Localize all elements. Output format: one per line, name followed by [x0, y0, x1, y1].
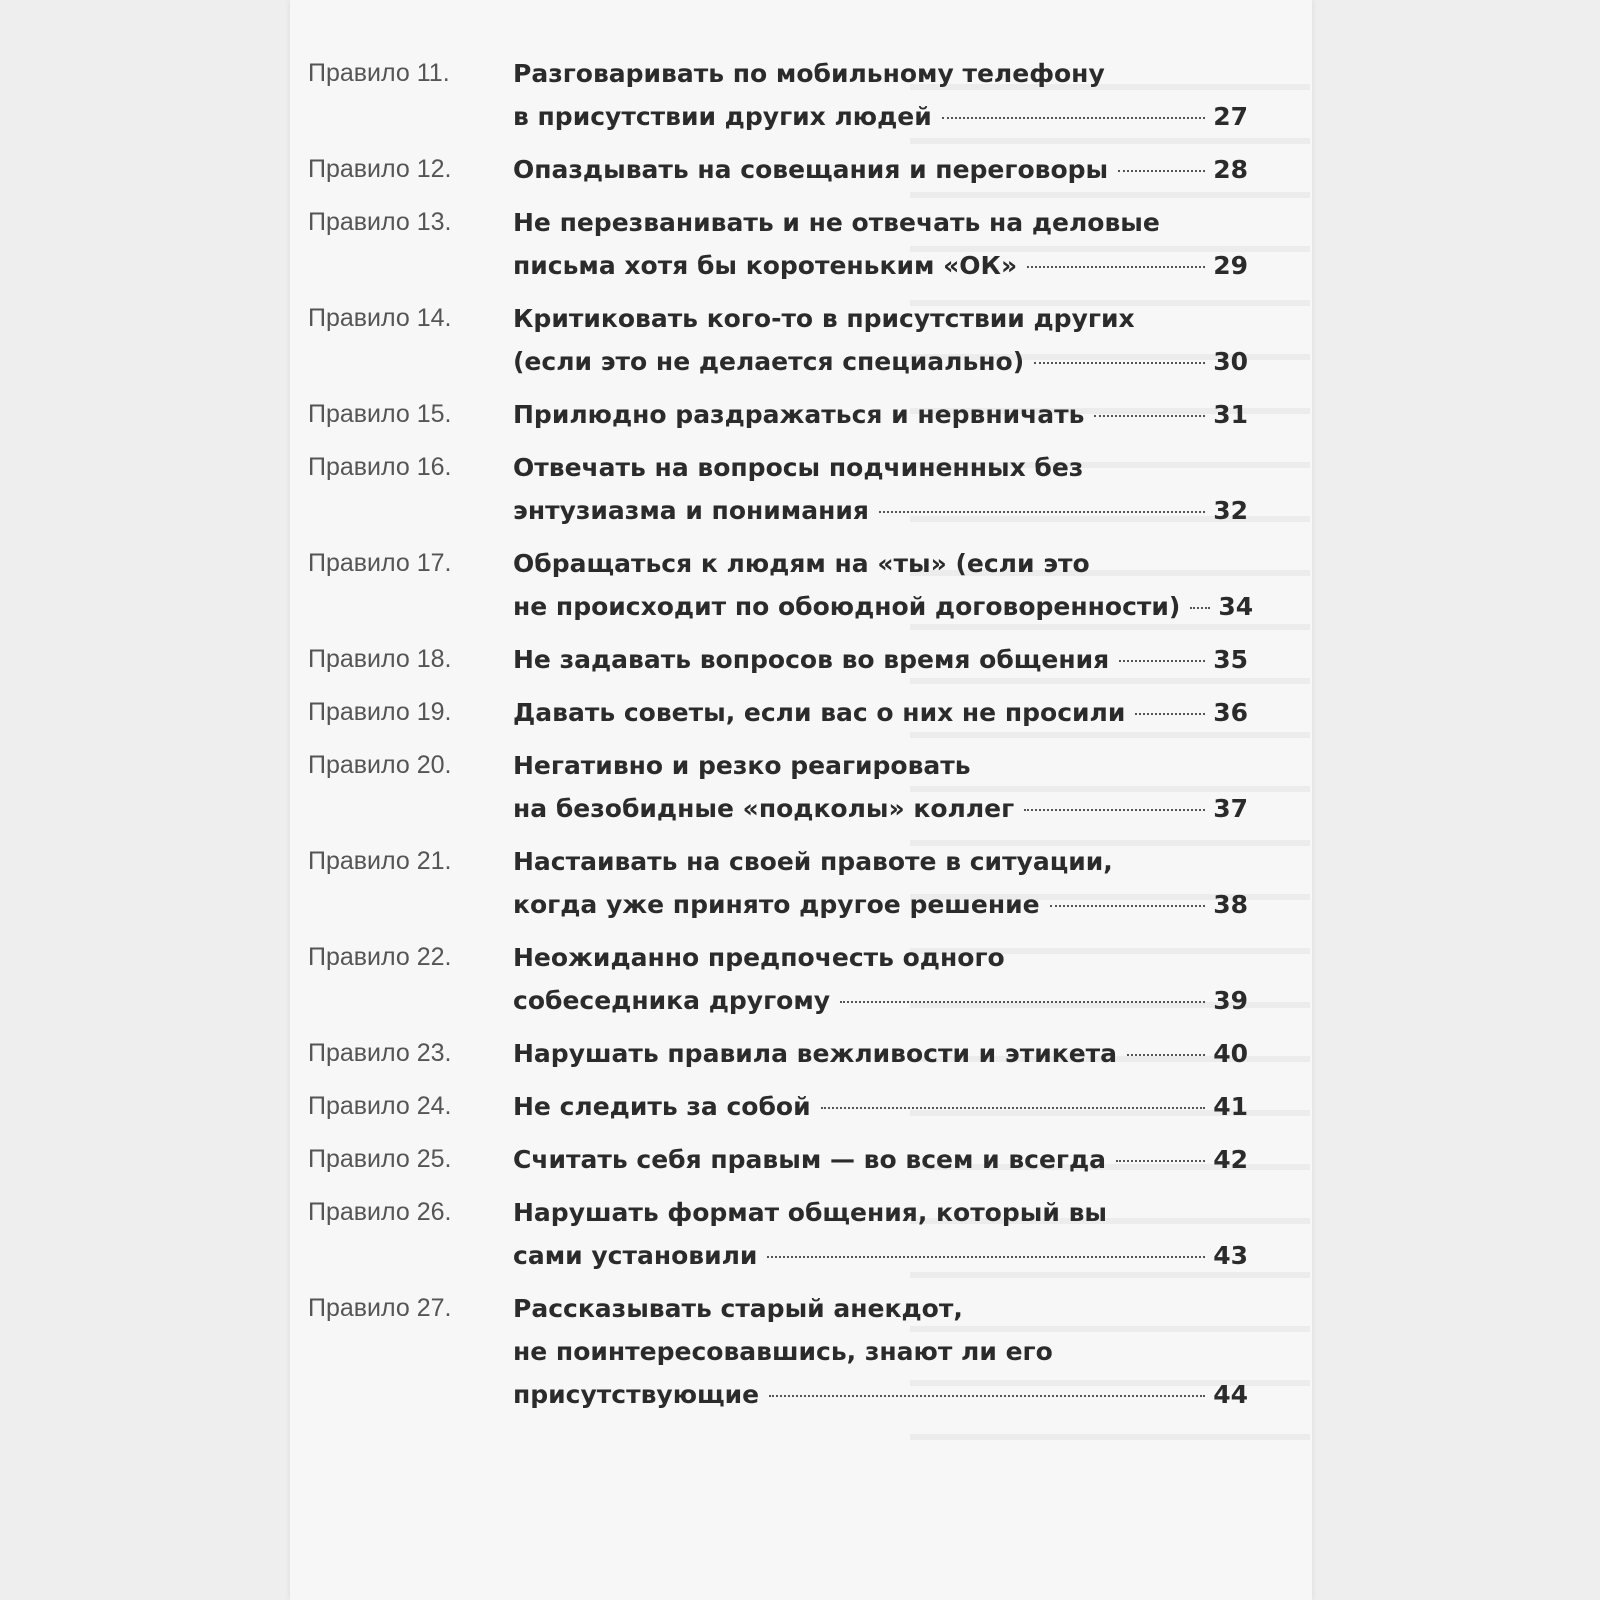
toc-entry [308, 52, 1248, 138]
entry-title [513, 148, 1248, 191]
entry-last-line [513, 585, 1253, 628]
entry-title [513, 936, 1248, 1022]
entry-title [513, 201, 1248, 287]
entry-title-line: в присутствии других людей [513, 102, 932, 131]
entry-title-line: Опаздывать на совещания и переговоры [513, 155, 1109, 184]
entry-title-line: письма хотя бы коротеньким «ОК» [513, 251, 1018, 280]
entry-title-line: Прилюдно раздражаться и нервничать [513, 400, 1085, 429]
entry-title [513, 1287, 1248, 1416]
toc-entry [308, 1138, 1248, 1181]
entry-title-line: когда уже принято другое решение [513, 890, 1040, 919]
entry-last-line [513, 787, 1248, 830]
entry-title-line: Нарушать правила вежливости и этикета [513, 1039, 1118, 1068]
entry-title-line: Настаивать на своей правоте в ситуации, [513, 847, 1113, 876]
toc-entry [308, 1287, 1248, 1416]
page-number: 40 [1213, 1039, 1248, 1068]
entry-title [513, 297, 1248, 383]
entry-title-line: Обращаться к людям на «ты» (если это [513, 549, 1090, 578]
entry-last-line [513, 1373, 1248, 1416]
rule-number: Правило 23. [308, 1039, 452, 1067]
entry-title-line: Отвечать на вопросы подчиненных без [513, 453, 1084, 482]
entry-title-line: Давать советы, если вас о них не просили [513, 698, 1126, 727]
toc-entry [308, 393, 1248, 436]
entry-title-line: сами установили [513, 1241, 758, 1270]
dot-leader [840, 1000, 1205, 1003]
dot-leader [1024, 808, 1205, 811]
entry-title-line: Не следить за собой [513, 1092, 811, 1121]
entry-title-line: собеседника другому [513, 986, 831, 1015]
toc-entry [308, 691, 1248, 734]
page-number: 31 [1213, 400, 1248, 429]
entry-last-line [513, 691, 1248, 734]
rule-number: Правило 18. [308, 645, 452, 673]
entry-title-line: энтузиазма и понимания [513, 496, 869, 525]
dot-leader [1127, 1053, 1205, 1056]
table-of-contents [308, 52, 1254, 1426]
page-number: 29 [1213, 251, 1248, 280]
page-number: 38 [1213, 890, 1248, 919]
rule-number: Правило 16. [308, 453, 452, 481]
entry-title-line: на безобидные «подколы» коллег [513, 794, 1015, 823]
toc-entry [308, 1191, 1248, 1277]
entry-title-line: Неожиданно предпочесть одного [513, 943, 1005, 972]
rule-number: Правило 19. [308, 698, 452, 726]
entry-title-line: Критиковать кого-то в присутствии других [513, 304, 1135, 333]
page-number: 35 [1213, 645, 1248, 674]
toc-entry [308, 542, 1254, 628]
dot-leader [1094, 414, 1205, 417]
dot-leader [767, 1255, 1205, 1258]
page-number: 27 [1213, 102, 1248, 131]
entry-last-line [513, 1085, 1248, 1128]
entry-last-line [513, 1234, 1248, 1277]
dot-leader [1027, 265, 1205, 268]
entry-title [513, 393, 1248, 436]
entry-title-line: Негативно и резко реагировать [513, 751, 971, 780]
page-number: 44 [1213, 1380, 1248, 1409]
entry-last-line [513, 393, 1248, 436]
page-number: 42 [1213, 1145, 1248, 1174]
rule-number: Правило 21. [308, 847, 452, 875]
entry-last-line [513, 148, 1248, 191]
entry-title-line: (если это не делается специально) [513, 347, 1025, 376]
toc-entry [308, 1085, 1248, 1128]
page-number: 41 [1213, 1092, 1248, 1121]
dot-leader [1135, 712, 1205, 715]
dot-leader [1116, 1159, 1205, 1162]
dot-leader [769, 1394, 1205, 1397]
entry-last-line [513, 979, 1248, 1022]
entry-title-line: Рассказывать старый анекдот, [513, 1294, 963, 1323]
rule-number: Правило 13. [308, 208, 452, 236]
entry-title [513, 1085, 1248, 1128]
entry-last-line [513, 1138, 1248, 1181]
entry-title [513, 744, 1248, 830]
entry-title-line: Не перезванивать и не отвечать на деловые [513, 208, 1160, 237]
entry-title [513, 1032, 1248, 1075]
dot-leader [1050, 904, 1206, 907]
entry-last-line [513, 340, 1248, 383]
entry-title-line: присутствующие [513, 1380, 760, 1409]
page-number: 43 [1213, 1241, 1248, 1270]
dot-leader [821, 1106, 1206, 1109]
entry-title [513, 1138, 1248, 1181]
page-number: 34 [1218, 592, 1254, 621]
entry-title [513, 840, 1248, 926]
toc-entry [308, 840, 1248, 926]
entry-title-line: Не задавать вопросов во время общения [513, 645, 1110, 674]
entry-last-line [513, 489, 1248, 532]
page-number: 39 [1213, 986, 1248, 1015]
entry-title [513, 638, 1248, 681]
rule-number: Правило 24. [308, 1092, 452, 1120]
entry-last-line [513, 1032, 1248, 1075]
entry-last-line [513, 638, 1248, 681]
book-page [290, 0, 1312, 1600]
rule-number: Правило 27. [308, 1294, 452, 1322]
entry-last-line [513, 883, 1248, 926]
dot-leader [1119, 659, 1205, 662]
entry-last-line [513, 95, 1248, 138]
page-number: 36 [1213, 698, 1248, 727]
toc-entry [308, 201, 1248, 287]
dot-leader [942, 116, 1205, 119]
rule-number: Правило 26. [308, 1198, 452, 1226]
dot-leader [879, 510, 1205, 513]
rule-number: Правило 22. [308, 943, 452, 971]
page-number: 28 [1213, 155, 1248, 184]
rule-number: Правило 15. [308, 400, 452, 428]
toc-entry [308, 744, 1248, 830]
rule-number: Правило 12. [308, 155, 452, 183]
page-number: 30 [1213, 347, 1248, 376]
entry-title [513, 542, 1253, 628]
entry-title-line: Считать себя правым — во всем и всегда [513, 1145, 1107, 1174]
toc-entry [308, 297, 1248, 383]
rule-number: Правило 25. [308, 1145, 452, 1173]
entry-title [513, 52, 1248, 138]
entry-title-line: Разговаривать по мобильному телефону [513, 59, 1105, 88]
toc-entry [308, 446, 1248, 532]
toc-entry [308, 1032, 1248, 1075]
rule-number: Правило 14. [308, 304, 452, 332]
dot-leader [1190, 606, 1210, 609]
toc-entry [308, 148, 1248, 191]
toc-entry [308, 936, 1248, 1022]
rule-number: Правило 11. [308, 59, 450, 87]
entry-title-line: не происходит по обоюдной договоренности) [513, 592, 1181, 621]
entry-last-line [513, 244, 1248, 287]
entry-title-line: не поинтересовавшись, знают ли его [513, 1337, 1053, 1366]
page-number: 32 [1213, 496, 1248, 525]
entry-title [513, 691, 1248, 734]
dot-leader [1034, 361, 1205, 364]
rule-number: Правило 20. [308, 751, 452, 779]
entry-title [513, 1191, 1248, 1277]
entry-title [513, 446, 1248, 532]
page-number: 37 [1213, 794, 1248, 823]
entry-title-line: Нарушать формат общения, который вы [513, 1198, 1108, 1227]
dot-leader [1118, 169, 1205, 172]
rule-number: Правило 17. [308, 549, 452, 577]
toc-entry [308, 638, 1248, 681]
